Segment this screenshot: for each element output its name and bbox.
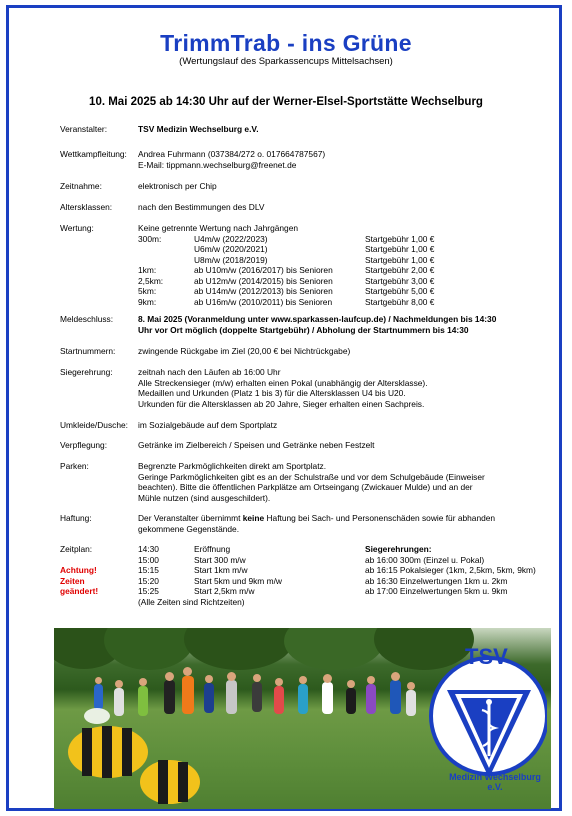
wertung-fee: Startgebühr 3,00 € bbox=[365, 275, 435, 286]
runner bbox=[94, 684, 103, 710]
altersklassen-value: nach den Bestimmungen des DLV bbox=[138, 202, 265, 212]
haftung-line bbox=[138, 513, 532, 524]
wettkampfleitung-label: Wettkampfleitung: bbox=[60, 149, 127, 159]
schedule-event: Start 2,5km m/w bbox=[194, 586, 255, 596]
runner bbox=[299, 676, 307, 684]
runner bbox=[165, 672, 174, 681]
wertung-class: ab U16m/w (2010/2011) bis Senioren bbox=[194, 296, 333, 307]
bee-stripe bbox=[122, 728, 132, 776]
runner bbox=[323, 674, 332, 683]
runner bbox=[407, 682, 415, 690]
wertung-distance: 5km: bbox=[138, 286, 157, 296]
runner bbox=[253, 674, 261, 682]
runner bbox=[114, 688, 124, 716]
siegerehrung-line: Alle Streckensieger (m/w) erhalten einen Pokal (unabhängig der Altersklasse). bbox=[138, 377, 428, 388]
meldeschluss-label: Meldeschluss: bbox=[60, 314, 114, 324]
tree bbox=[284, 628, 384, 670]
runner bbox=[115, 680, 123, 688]
haftung-line: gekommene Gegenstände. bbox=[138, 523, 240, 534]
wertung-distance: 9km: bbox=[138, 296, 157, 307]
runner bbox=[367, 676, 375, 684]
schedule-time: 15:00 bbox=[138, 554, 159, 565]
page-title: TrimmTrab - ins Grüne bbox=[160, 30, 412, 56]
runner bbox=[227, 672, 236, 681]
runner bbox=[390, 680, 401, 714]
wertung-class: U4m/w (2022/2023) bbox=[194, 233, 268, 244]
schedule-event: Eröffnung bbox=[194, 544, 231, 554]
runner bbox=[182, 676, 194, 714]
ceremony-item: ab 17:00 Einzelwertungen 5km u. 9km bbox=[365, 586, 508, 596]
bee-stripe bbox=[82, 728, 92, 776]
wertung-distance: 1km: bbox=[138, 265, 157, 275]
zeitplan-label: Zeitplan: bbox=[60, 544, 93, 554]
runner bbox=[366, 684, 376, 714]
tsv-logo bbox=[427, 628, 547, 808]
bee-stripe bbox=[178, 762, 188, 802]
wertung-class: ab U12m/w (2014/2015) bis Senioren bbox=[194, 275, 333, 286]
wertung-table bbox=[60, 234, 530, 308]
siegerehrung-label: Siegerehrung: bbox=[60, 367, 113, 377]
veranstalter-value: TSV Medizin Wechselburg e.V. bbox=[138, 124, 259, 134]
runner bbox=[205, 675, 213, 683]
veranstalter-label: Veranstalter: bbox=[60, 124, 108, 134]
schedule-time: 15:20 bbox=[138, 575, 159, 586]
schedule-event: Start 5km und 9km m/w bbox=[194, 575, 282, 586]
zeitnahme-label: Zeitnahme: bbox=[60, 181, 102, 191]
runner bbox=[139, 678, 147, 686]
wertung-fee: Startgebühr 1,00 € bbox=[365, 254, 435, 265]
wertung-class: U8m/w (2018/2019) bbox=[194, 254, 268, 265]
ceremony-item: ab 16:30 Einzelwertungen 1km u. 2km bbox=[365, 575, 508, 586]
bee-mascot-body bbox=[140, 760, 200, 804]
runner bbox=[346, 688, 356, 714]
runner bbox=[226, 680, 237, 714]
schedule-footnote: (Alle Zeiten sind Richtzeiten) bbox=[138, 596, 245, 607]
bee-stripe bbox=[102, 726, 112, 778]
wertung-intro: Keine getrennte Wertung nach Jahrgängen bbox=[138, 223, 299, 233]
siegerehrung-line: zeitnah nach den Läufen ab 16:00 Uhr bbox=[138, 367, 281, 377]
verpflegung-value: Getränke im Zielbereich / Speisen und Getränke neben Festzelt bbox=[138, 440, 375, 450]
runner bbox=[252, 682, 262, 712]
umkleide-label: Umkleide/Dusche: bbox=[60, 420, 128, 430]
wertung-distance: 300m: bbox=[138, 233, 162, 244]
runner bbox=[274, 686, 284, 714]
parken-line: beachten). Bitte die öffentlichen Parkplätze am Ortseingang (Zwickauer Mulde) und an der bbox=[138, 482, 473, 492]
runner bbox=[204, 683, 214, 713]
runner bbox=[322, 682, 333, 714]
siegerehrung-line: Urkunden für die Altersklassen ab 20 Jahre, Sieger erhalten einen Sachpreis. bbox=[138, 398, 425, 409]
wertung-class: ab U10m/w (2016/2017) bis Senioren bbox=[194, 265, 333, 275]
runner bbox=[164, 680, 175, 714]
tree bbox=[184, 628, 294, 670]
bee-wing bbox=[84, 708, 110, 724]
haftung-label: Haftung: bbox=[60, 513, 92, 523]
wertung-class: ab U14m/w (2012/2013) bis Senioren bbox=[194, 286, 333, 296]
haftung-text: Haftung bei Sach- und Personenschäden sowie für abhanden bbox=[264, 513, 496, 523]
bee-stripe bbox=[158, 760, 168, 804]
wertung-label: Wertung: bbox=[60, 223, 94, 233]
meldeschluss-line: Uhr vor Ort möglich (doppelte Startgebühr) / Abholung der Startnummern bis 14:30 bbox=[138, 324, 469, 335]
logo-tsv-text: TSV bbox=[465, 644, 508, 669]
schedule-time: 15:25 bbox=[138, 586, 159, 596]
schedule-event: Start 1km m/w bbox=[194, 565, 248, 575]
runner bbox=[275, 678, 283, 686]
page-subtitle: (Wertungslauf des Sparkassencups Mittelsachsen) bbox=[179, 56, 393, 67]
altersklassen-label: Altersklassen: bbox=[60, 202, 113, 212]
zeitnahme-value: elektronisch per Chip bbox=[138, 181, 217, 191]
startnummern-label: Startnummern: bbox=[60, 346, 116, 356]
meldeschluss-line: 8. Mai 2025 (Voranmeldung unter www.sparkassen-laufcup.de) / Nachmeldungen bis 14:30 bbox=[138, 314, 497, 324]
zeitplan-warning: geändert! bbox=[60, 586, 99, 596]
wertung-class: U6m/w (2020/2021) bbox=[194, 244, 268, 254]
wertung-fee: Startgebühr 5,00 € bbox=[365, 286, 435, 296]
runner bbox=[406, 690, 416, 716]
zeitplan-warning: Achtung! bbox=[60, 565, 97, 575]
zeitplan-warning: Zeiten bbox=[60, 575, 85, 586]
parken-label: Parken: bbox=[60, 461, 89, 471]
wettkampfleitung-line: Andrea Fuhrmann (037384/272 o. 017664787567) bbox=[138, 149, 326, 159]
runner bbox=[183, 667, 192, 676]
wertung-distance: 2,5km: bbox=[138, 275, 164, 286]
schedule-event: Start 300 m/w bbox=[194, 554, 246, 565]
schedule-time: 15:15 bbox=[138, 565, 159, 575]
ceremony-item: ab 16:00 300m (Einzel u. Pokal) bbox=[365, 554, 485, 565]
runner bbox=[138, 686, 148, 716]
wertung-fee: Startgebühr 1,00 € bbox=[365, 244, 435, 254]
umkleide-value: im Sozialgebäude auf dem Sportplatz bbox=[138, 420, 278, 430]
wertung-fee: Startgebühr 2,00 € bbox=[365, 265, 435, 275]
logo-club-name: Medizin Wechselburg e.V. bbox=[449, 772, 541, 792]
wettkampfleitung-email[interactable]: E-Mail: tippmann.wechselburg@freenet.de bbox=[138, 159, 297, 170]
zeitplan-row bbox=[60, 544, 536, 616]
runner bbox=[95, 677, 102, 684]
siegerehrung-line: Medaillen und Urkunden (Platz 1 bis 3) für die Altersklassen U4 bis U20. bbox=[138, 388, 406, 398]
runner bbox=[391, 672, 400, 681]
startnummern-value: zwingende Rückgabe im Ziel (20,00 € bei Nichtrückgabe) bbox=[138, 346, 351, 356]
ceremony-item: ab 16:15 Pokalsieger (1km, 2,5km, 5km, 9km) bbox=[365, 565, 536, 575]
haftung-emphasis: keine bbox=[242, 513, 265, 523]
runner bbox=[347, 680, 355, 688]
parken-line: Mühle nutzen (sind ausgeschildert). bbox=[138, 492, 271, 503]
parken-line: Geringe Parkmöglichkeiten gibt es an der Schulstraße und vor dem Schulgebäude (Einweiser bbox=[138, 471, 485, 482]
wertung-fee: Startgebühr 8,00 € bbox=[365, 296, 435, 307]
schedule-time: 14:30 bbox=[138, 544, 159, 554]
runner bbox=[298, 684, 308, 714]
wertung-fee: Startgebühr 1,00 € bbox=[365, 233, 435, 244]
tree bbox=[104, 628, 194, 670]
parken-line: Begrenzte Parkmöglichkeiten direkt am Sportplatz. bbox=[138, 461, 327, 471]
verpflegung-label: Verpflegung: bbox=[60, 440, 108, 450]
haftung-text: Der Veranstalter übernimmt bbox=[138, 513, 243, 523]
ceremony-heading: Siegerehrungen: bbox=[365, 544, 432, 554]
event-date-line: 10. Mai 2025 ab 14:30 Uhr auf der Werner-Elsel-Sportstätte Wechselburg bbox=[89, 96, 483, 108]
